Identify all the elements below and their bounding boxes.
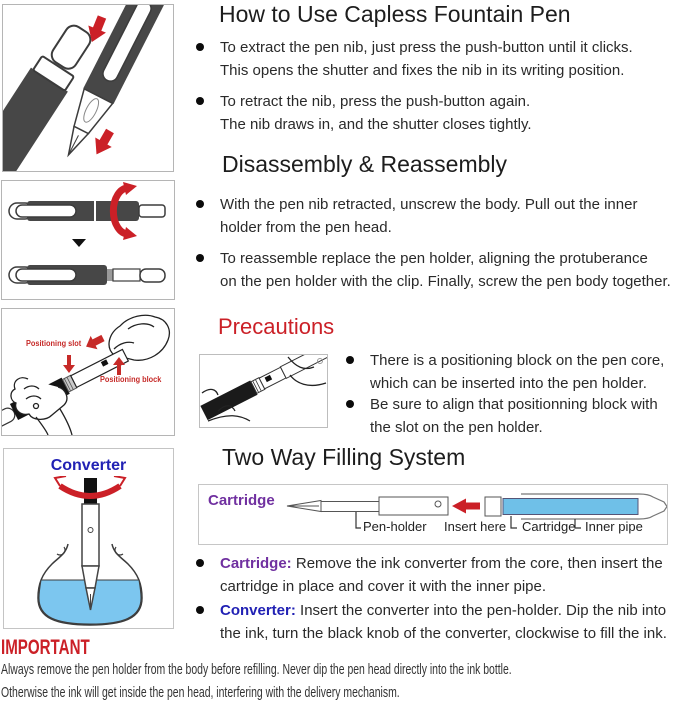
bullet-line xyxy=(220,552,663,575)
bullet-line: To reassemble replace the pen holder, aligning the protuberance xyxy=(220,250,648,267)
bullet-icon xyxy=(346,356,354,364)
converter-figure-title: Converter xyxy=(50,457,127,474)
converter-figure xyxy=(3,448,174,629)
disassembly-title: Disassembly & Reassembly xyxy=(222,151,508,177)
cartridge-label: Cartridge xyxy=(522,519,576,534)
cartridge-diagram xyxy=(198,484,668,545)
black-knob xyxy=(84,478,97,504)
bullet-line: To extract the pen nib, just press the push-button until it clicks. xyxy=(220,39,633,56)
bullet-line: which can be inserted into the pen holder. xyxy=(370,375,647,392)
bullet-text: Remove the ink converter from the core, then insert the xyxy=(295,555,663,572)
cartridge-prefix: Cartridge: xyxy=(220,555,292,572)
bullet-icon xyxy=(196,97,204,105)
pen-usage-illustration xyxy=(3,5,173,171)
precaution-insert-figure xyxy=(199,354,328,428)
bullet-line: on the pen holder with the clip. Finally, screw the pen body together. xyxy=(220,273,671,290)
cartridge-method-label: Cartridge xyxy=(208,492,275,509)
bullet-line: With the pen nib retracted, unscrew the body. Pull out the inner xyxy=(220,196,638,213)
insert-here-label: Insert here xyxy=(444,519,507,534)
bullet-line: The nib draws in, and the shutter closes tightly. xyxy=(220,116,532,133)
precaution-insert-illustration xyxy=(200,355,327,427)
bullet-line: This opens the shutter and fixes the nib in its writing position. xyxy=(220,62,625,79)
disassembly-figure xyxy=(1,180,175,300)
bullet-icon xyxy=(196,606,204,614)
important-line: Otherwise the ink will get inside the pen head, interfering with the delivery mechanism. xyxy=(1,685,400,701)
nib-arrow-icon xyxy=(88,126,118,159)
slot-pointer-arrow-icon xyxy=(63,355,75,373)
disassembly-illustration xyxy=(2,181,174,299)
important-title: IMPORTANT xyxy=(1,636,90,659)
precautions-title: Precautions xyxy=(218,314,335,339)
bullet-icon xyxy=(196,200,204,208)
assembled-pen xyxy=(9,201,165,221)
bullet-line: the slot on the pen holder. xyxy=(370,419,543,436)
insert-arrow-icon xyxy=(452,499,480,514)
bullet-text: Insert the converter into the pen-holder. Dip the nib into xyxy=(300,602,667,619)
bullet-item xyxy=(196,552,663,598)
cartridge-part xyxy=(485,497,638,516)
bullet-line: the ink, turn the black knob of the converter, clockwise to fill the ink. xyxy=(220,625,667,642)
bullet-line: To retract the nib, press the push-button again. xyxy=(220,93,531,110)
bullet-line: holder from the pen head. xyxy=(220,219,392,236)
pen-holder-part xyxy=(287,497,448,515)
important-line: Always remove the pen holder from the body before refilling. Never dip the pen head directly into the ink bottle. xyxy=(1,662,512,678)
bullet-item xyxy=(196,193,637,239)
how-to-use-title: How to Use Capless Fountain Pen xyxy=(219,1,571,27)
bullet-item xyxy=(196,36,633,82)
bullet-item xyxy=(346,393,658,439)
bullet-icon xyxy=(346,400,354,408)
bullet-line: cartridge in place and cover it with the inner pipe. xyxy=(220,578,547,595)
converter-prefix: Converter: xyxy=(220,602,296,619)
positioning-slot-label: Positioning slot xyxy=(26,339,82,348)
bullet-item xyxy=(196,599,667,645)
unscrewed-pen xyxy=(9,265,165,285)
bullet-item xyxy=(346,349,664,395)
bullet-icon xyxy=(196,254,204,262)
bullet-line xyxy=(220,599,667,622)
bullet-item xyxy=(196,90,532,136)
positioning-block-label: Positioning block xyxy=(100,375,162,384)
converter-bottle-illustration xyxy=(4,476,173,628)
positioning-illustration xyxy=(2,309,174,435)
insert-direction-arrow-icon xyxy=(83,331,107,353)
bullet-icon xyxy=(196,559,204,567)
bullet-line: Be sure to align that positionning block with xyxy=(370,396,658,413)
inner-pipe-label: Inner pipe xyxy=(585,519,643,534)
positioning-figure xyxy=(1,308,175,436)
two-way-title: Two Way Filling System xyxy=(222,444,466,470)
pen-holder-label: Pen-holder xyxy=(363,519,427,534)
down-triangle-icon xyxy=(72,239,86,247)
bullet-icon xyxy=(196,43,204,51)
bullet-item xyxy=(196,247,671,293)
bullet-line: There is a positioning block on the pen core, xyxy=(370,352,665,369)
pen-usage-figure xyxy=(2,4,174,172)
